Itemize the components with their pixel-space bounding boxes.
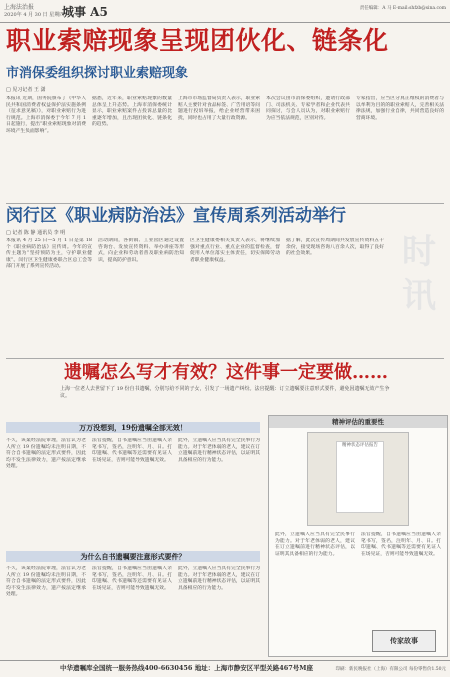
paper-logo: 上海法治报: [4, 4, 35, 11]
column-seal: 传家故事: [372, 630, 436, 652]
second-col-2: 活动期间，各街镇、工业园区通过设置咨询台、发放宣传资料、举办讲座等形式，向企业和劳动者普及职业病防治知识，提高防护意识。: [98, 238, 184, 263]
report-title: 精神状态评估报告: [342, 443, 378, 448]
section-title: 城事 A5: [62, 5, 108, 19]
sidebar-col-2: 法官提醒，自书遗嘱应当由遗嘱人亲笔书写，签名，注明年、月、日。打印遗嘱、代书遗嘱等还需要有见证人在场见证，否则可能导致遗嘱无效。: [361, 532, 441, 557]
main-col-2: 据悉，近年来，职业索赔现象的数量总体呈上升态势。上海市消保委统计显示，职业索赔案件占投诉总量的比重逐年增加，且出现团伙化、链条化的趋势。: [92, 96, 172, 127]
feature-headline: 遗嘱怎么写才有效？这件事一定要做……: [64, 362, 388, 383]
second-col-4: 据了解，此次宣传周期间共发放宣传资料五千余份，接受现场咨询八百余人次，取得了良好的社会效果。: [286, 238, 384, 256]
main-col-4: 本次会议由市消保委组织，邀请行政部门、司法机关、专家学者和企业代表共同探讨，与会人员认为，对职业索赔行为应当依法规范，区别对待。: [266, 96, 350, 121]
feature-col-3: 此外，立遗嘱人应当具有完全民事行为能力。对于年老体弱的老人，建议在订立遗嘱前进行精神状态评估，以证明其具备相应的行为能力。: [178, 438, 260, 463]
sidebar-box: [268, 415, 448, 657]
feature-col-2: 法官提醒，自书遗嘱应当由遗嘱人亲笔书写，签名，注明年、月、日。打印遗嘱、代书遗嘱等还需要有见证人在场见证，否则可能导致遗嘱无效。: [92, 438, 172, 463]
feature-lead: 上海一位老人去世留下了 19 份自书遗嘱，分别写给不同的子女，引发了一场遗产纠纷。法官提醒：订立遗嘱要注意形式要件，避免因遗嘱无效产生争议。: [60, 386, 390, 399]
main-headline: 职业索赔现象呈现团伙化、链条化: [6, 26, 389, 55]
main-subhead: 市消保委组织探讨职业索赔现象: [6, 66, 189, 81]
report-cover: [336, 441, 384, 513]
feature-col-1: 不久，该案经法院审理，法官认为老人所立 19 份遗嘱均未注明日期，不符合自书遗嘱的法定形式要件，因此均不发生法律效力，遗产按法定继承处理。: [6, 438, 86, 469]
main-col-3: 上海市市场监督局负责人表示，职业索赔人主要针对食品标签、广告用语等问题进行投诉举报，给企业经营带来困扰，同时也占用了大量行政资源。: [178, 96, 260, 121]
main-byline: □ 见习记者 王 潇: [6, 87, 46, 93]
section-watermark: 时讯: [402, 232, 436, 316]
second-byline: □ 记者 陈 静 通讯员 李 明: [6, 230, 66, 236]
sidebar-title: 精神评估的重要性: [269, 416, 447, 428]
feature-col-5: 法官提醒，自书遗嘱应当由遗嘱人亲笔书写，签名，注明年、月、日。打印遗嘱、代书遗嘱等还需要有见证人在场见证，否则可能导致遗嘱无效。: [92, 566, 172, 591]
footer-print: 印刷：新民晚报社（上海）有限公司 每份零售价1.50元: [335, 667, 446, 672]
report-photo: [307, 432, 409, 526]
second-col-1: 本报讯 4 月 25 日—5 月 1 日是第 18 个《职业病防治法》宣传周。今年的宣传主题为“坚持预防为主，守护职业健康”。闵行区卫生健康委联合区总工会等部门开展了系列宣传活动。: [6, 238, 92, 269]
box-heading-2: 为什么自书遗嘱要注意形式要件？: [6, 551, 260, 562]
sidebar-col-1: 此外，立遗嘱人应当具有完全民事行为能力。对于年老体弱的老人，建议在订立遗嘱前进行精神状态评估，以证明其具备相应的行为能力。: [275, 532, 355, 557]
second-headline: 闵行区《职业病防治法》宣传周系列活动举行: [6, 206, 346, 226]
box-heading-1: 万万没想到，19份遗嘱全部无效！: [6, 422, 260, 433]
footer-bar: [0, 660, 450, 677]
feature-col-4: 不久，该案经法院审理，法官认为老人所立 19 份遗嘱均未注明日期，不符合自书遗嘱的法定形式要件，因此均不发生法律效力，遗产按法定继承处理。: [6, 566, 86, 597]
footer-ad: 中华遗嘱库全国统一服务热线400-6630456 地址：上海市静安区平型关路467号M座: [60, 664, 313, 672]
issue-date: 2020年 4 月 30 日 星期四: [4, 12, 65, 18]
masthead: [0, 0, 450, 23]
divider: [6, 203, 444, 204]
editor-line: 责任编辑：A 马 E-mail:shfzb@sina.com: [359, 6, 446, 11]
feature-col-6: 此外，立遗嘱人应当具有完全民事行为能力。对于年老体弱的老人，建议在订立遗嘱前进行精神状态评估，以证明其具备相应的行为能力。: [178, 566, 260, 591]
main-col-5: 专家指出，应当区分真正维权的消费者与以牟利为目的的职业索赔人，完善相关法律法规，加强行业自律，共同营造良好的营商环境。: [356, 96, 444, 121]
main-col-1: 本报讯 近期，国务院颁布了《中华人民共和国消费者权益保护法实施条例（征求意见稿）》，对职业索赔行为进行规范。上海市消保委于今年 7 月 1 日起施行，提出“职业索赔现象对消费环境产生负面影响”。: [6, 96, 86, 134]
divider: [6, 358, 444, 359]
second-col-3: 区卫生健康委相关负责人表示，将继续加强对重点行业、重点企业的监督检查，督促用人单位落实主体责任，切实保障劳动者职业健康权益。: [190, 238, 280, 263]
